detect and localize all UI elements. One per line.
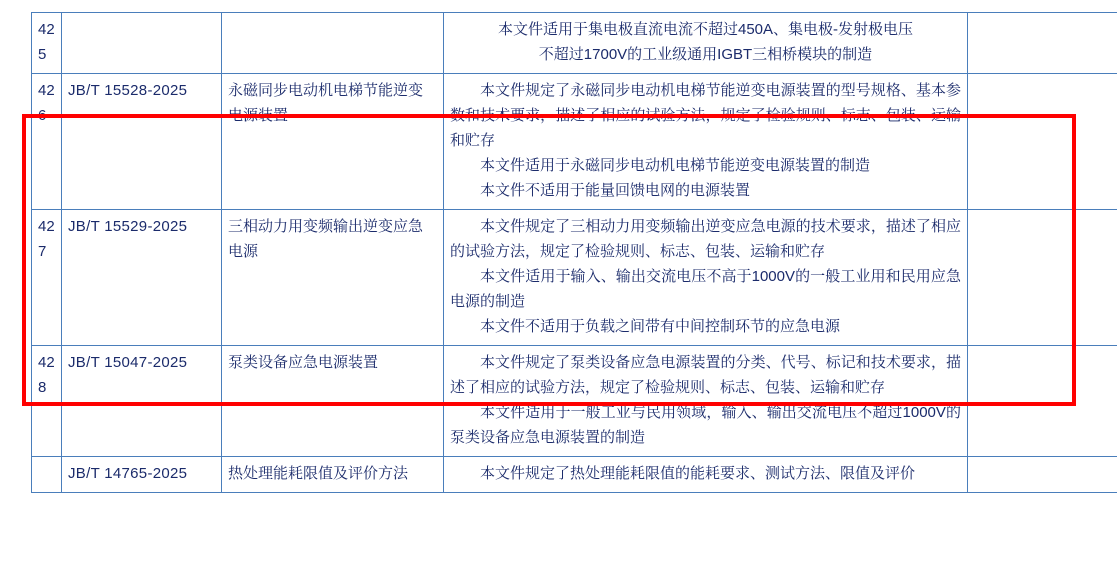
row-scope	[444, 346, 968, 457]
scope-line: 本文件规定了泵类设备应急电源装置的分类、代号、标记和技术要求，描述了相应的试验方法，规定了检验规则、标志、包装、运输和贮存	[450, 354, 961, 396]
scope-line: 不超过1700V的工业级通用IGBT三相桥模块的制造	[538, 46, 873, 63]
row-standard-name: 泵类设备应急电源装置	[222, 346, 444, 457]
row-standard-code: JB/T 15047-2025	[62, 346, 222, 457]
table-row	[32, 346, 1117, 457]
standards-table	[31, 12, 1117, 493]
row-number: 426	[32, 74, 62, 210]
row-standard-code: JB/T 15529-2025	[62, 210, 222, 346]
row-remark	[968, 74, 1117, 210]
table-row	[32, 13, 1117, 74]
row-standard-name: 三相动力用变频输出逆变应急电源	[222, 210, 444, 346]
table-row	[32, 74, 1117, 210]
scope-line: 本文件适用于输入、输出交流电压不高于1000V的一般工业用和民用应急电源的制造	[450, 268, 961, 310]
scope-line: 本文件规定了三相动力用变频输出逆变应急电源的技术要求，描述了相应的试验方法，规定了检验规则、标志、包装、运输和贮存	[450, 218, 961, 260]
scope-line: 本文件适用于集电极直流电流不超过450A、集电极-发射极电压	[497, 21, 914, 38]
row-standard-code	[62, 13, 222, 74]
row-scope	[444, 74, 968, 210]
row-scope	[444, 457, 968, 493]
row-scope	[444, 13, 968, 74]
row-standard-name	[222, 13, 444, 74]
row-standard-name: 永磁同步电动机电梯节能逆变电源装置	[222, 74, 444, 210]
row-remark	[968, 346, 1117, 457]
row-standard-code: JB/T 15528-2025	[62, 74, 222, 210]
table-row	[32, 457, 1117, 493]
row-remark	[968, 457, 1117, 493]
row-number: 427	[32, 210, 62, 346]
scope-line: 本文件适用于永磁同步电动机电梯节能逆变电源装置的制造	[480, 157, 871, 174]
row-scope	[444, 210, 968, 346]
row-remark	[968, 210, 1117, 346]
scope-line: 本文件不适用于负载之间带有中间控制环节的应急电源	[480, 318, 841, 335]
row-standard-name: 热处理能耗限值及评价方法	[222, 457, 444, 493]
row-remark	[968, 13, 1117, 74]
row-number: 428	[32, 346, 62, 457]
table-row	[32, 210, 1117, 346]
scope-line: 本文件不适用于能量回馈电网的电源装置	[480, 182, 751, 199]
scope-line: 本文件规定了永磁同步电动机电梯节能逆变电源装置的型号规格、基本参数和技术要求，描述了相应的试验方法，规定了检验规则、标志、包装、运输和贮存	[450, 82, 961, 149]
scope-line: 本文件规定了热处理能耗限值的能耗要求、测试方法、限值及评价	[480, 465, 916, 482]
row-number: 425	[32, 13, 62, 74]
scope-line: 本文件适用于一般工业与民用领域，输入、输出交流电压不超过1000V的泵类设备应急电源装置的制造	[450, 404, 961, 446]
row-number	[32, 457, 62, 493]
row-standard-code: JB/T 14765-2025	[62, 457, 222, 493]
